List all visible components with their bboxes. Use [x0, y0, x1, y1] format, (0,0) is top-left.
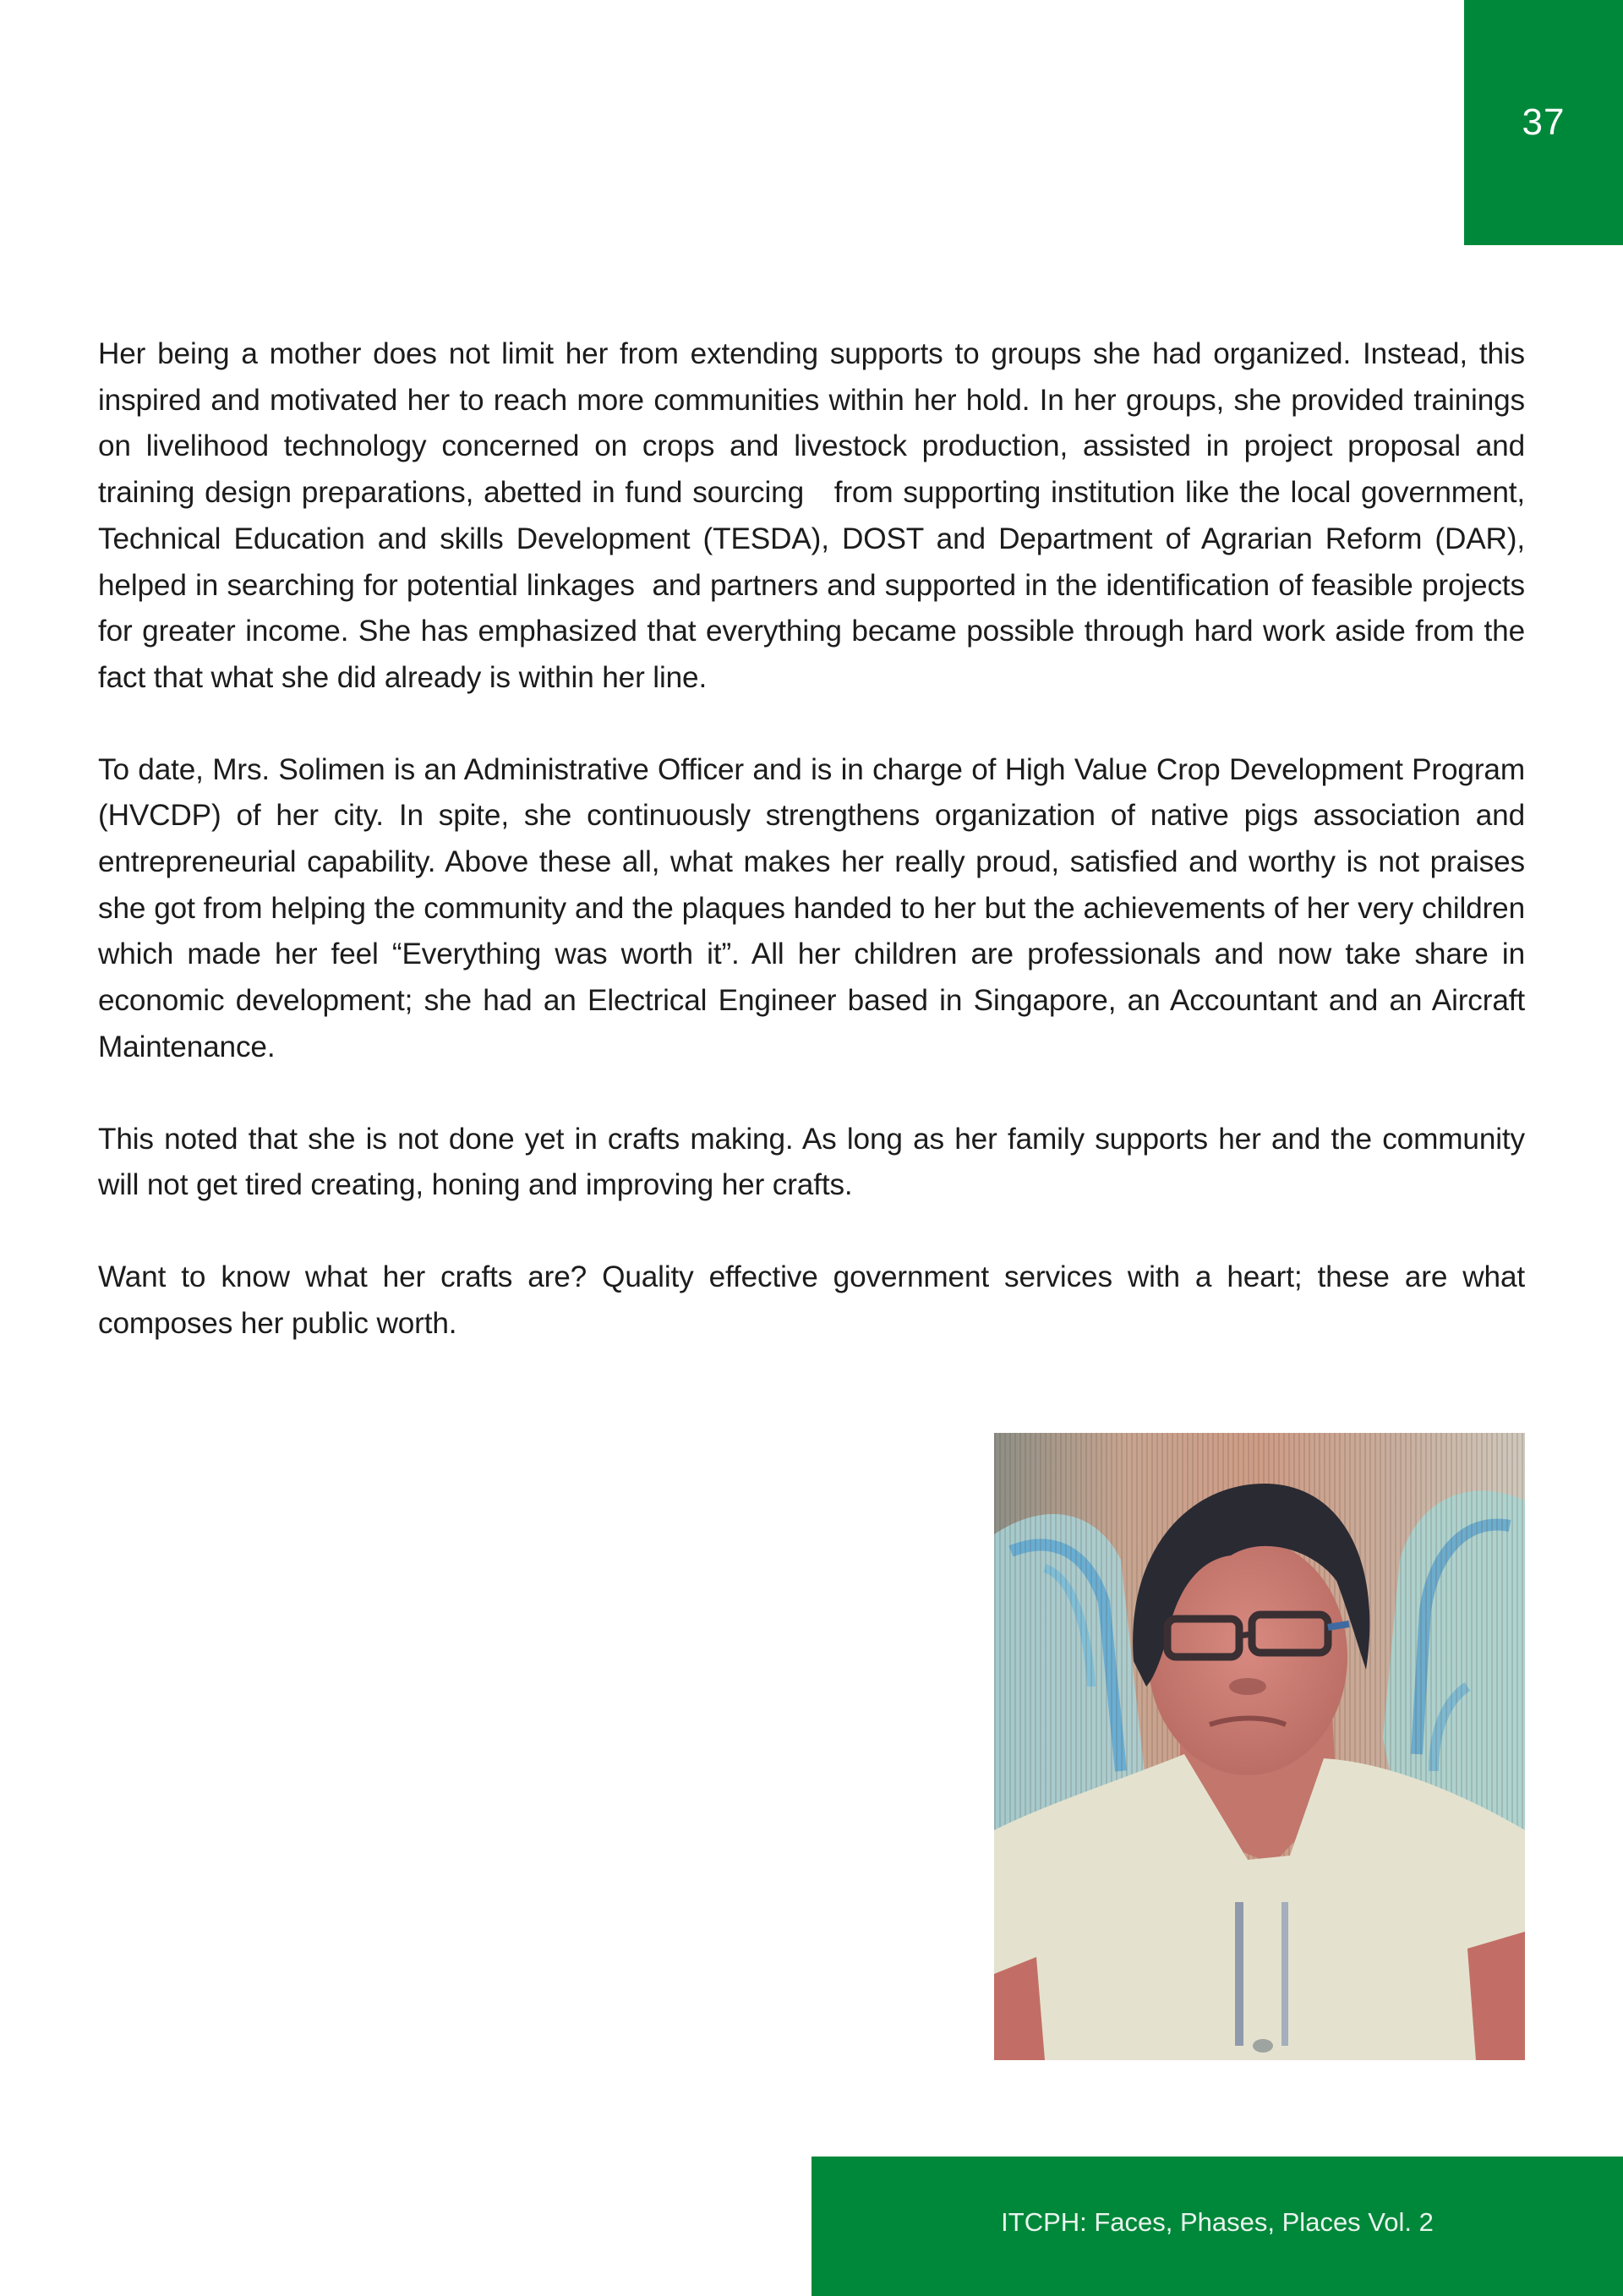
- footer-banner: [812, 2157, 1623, 2296]
- article-body: [98, 331, 1525, 1392]
- portrait-image: [994, 1433, 1525, 2060]
- paragraph: This noted that she is not done yet in crafts making. As long as her family supports her and the community will not get tired creating, honing and improving her crafts.: [98, 1122, 1525, 1202]
- paragraph: To date, Mrs. Solimen is an Administrative Officer and is in charge of High Value Crop Development Program (HVCDP) of her city. In spite, she continuously strengthens organization of native pigs association and entrepreneurial capability. Above these all, what makes her really proud, satisfied and worthy is not praises she got from helping the community and the plaques handed to her but the achievements of her very children which made her feel “Everything was worth it”. All her children are professionals and now take share in economic development; she had an Electrical Engineer based in Singapore, an Accountant and an Aircraft Maintenance.: [98, 752, 1525, 1063]
- portrait-photo: [994, 1433, 1525, 2060]
- publication-title: ITCPH: Faces, Phases, Places Vol. 2: [1001, 2207, 1434, 2237]
- paragraph: Want to know what her crafts are? Quality effective government services with a heart; these are what composes her public worth.: [98, 1260, 1525, 1340]
- page-number-box: [1464, 0, 1623, 245]
- paragraph: Her being a mother does not limit her from extending supports to groups she had organized. Instead, this inspired and motivated her to reach more communities within her hold. In her groups, she provided trainings on livelihood technology concerned on crops and livestock production, assisted in project proposal and training design preparations, abetted in fund sourcing from supporting institution like the local government, Technical Education and skills Development (TESDA), DOST and Department of Agrarian Reform (DAR), helped in searching for potential linkages and partners and supported in the identification of feasible projects for greater income. She has emphasized that everything became possible through hard work aside from the fact that what she did already is within her line.: [98, 337, 1525, 694]
- page-number: 37: [1522, 101, 1566, 143]
